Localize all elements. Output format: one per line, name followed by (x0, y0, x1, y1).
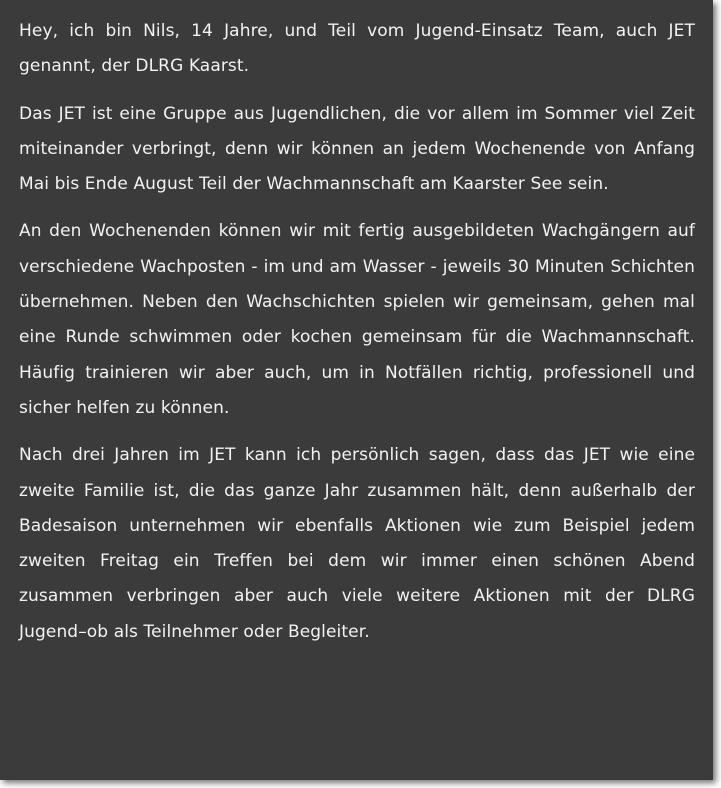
paragraph-weekend-activities: An den Wochenenden können wir mit fertig ausgebildeten Wachgängern auf verschiedene Wachposten - im und am Wasser - jeweils 30 Minuten Schichten übernehmen. Neben den Wachschichten spielen wir gemeinsam, gehen mal eine Runde schwimmen oder kochen gemeinsam für die Wachmannschaft. Häufig trainieren wir aber auch, um in Notfällen richtig, professionell und sicher helfen zu können. (19, 221, 695, 418)
paragraph-intro: Hey, ich bin Nils, 14 Jahre, und Teil vom Jugend-Einsatz Team, auch JET genannt, der DLRG Kaarst. (19, 21, 695, 77)
paragraph-jet-description: Das JET ist eine Gruppe aus Jugendlichen, die vor allem im Sommer viel Zeit miteinander verbringt, denn wir können an jedem Wochenende von Anfang Mai bis Ende August Teil der Wachmannschaft am Kaarster See sein. (19, 103, 695, 195)
paragraph-personal-experience: Nach drei Jahren im JET kann ich persönlich sagen, dass das JET wie eine zweite Familie ist, die das ganze Jahr zusammen hält, denn außerhalb der Badesaison unternehmen wir ebenfalls Aktionen wie zum Beispiel jedem zweiten Freitag ein Treffen bei dem wir immer einen schönen Abend zusammen verbringen aber auch viele weitere Aktionen mit der DLRG Jugend–ob als Teilnehmer oder Begleiter. (19, 445, 695, 642)
